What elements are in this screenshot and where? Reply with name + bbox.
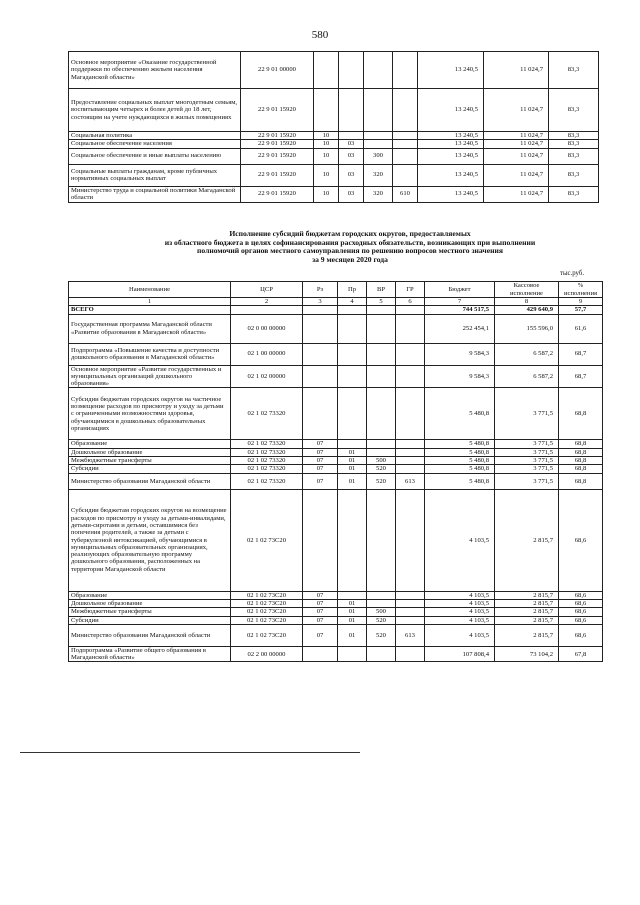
table-row <box>69 489 603 591</box>
row-csr-cell: 22 9 01 15920 <box>241 89 314 132</box>
row-pr-cell <box>338 489 367 591</box>
row-rz-cell: 07 <box>303 599 338 607</box>
row-pct-cell: 68,6 <box>559 624 603 646</box>
row-pct-cell: 68,6 <box>559 489 603 591</box>
row-vr-cell <box>364 132 393 140</box>
row-budget-cell: 744 517,5 <box>425 306 495 314</box>
row-exec-cell: 3 771,5 <box>495 465 559 473</box>
row-csr-cell: 02 1 02 73С20 <box>231 489 303 591</box>
row-pr-cell: 01 <box>338 465 367 473</box>
row-budget-cell: 4 103,5 <box>425 608 495 616</box>
row-name-cell: Основное мероприятие «Развитие государственных и муниципальных организаций дошкольного образования» <box>69 365 231 388</box>
row-pr-cell: 03 <box>339 148 364 164</box>
header-pr: Пр <box>338 282 367 298</box>
table-row <box>69 646 603 662</box>
row-vr-cell <box>367 365 396 388</box>
row-gr-cell: 610 <box>393 186 418 202</box>
header-pct: % исполнения <box>559 282 603 298</box>
row-pct-cell: 61,6 <box>559 314 603 343</box>
row-rz-cell: 10 <box>314 164 339 186</box>
row-vr-cell <box>367 646 396 662</box>
row-gr-cell <box>393 89 418 132</box>
row-gr-cell <box>396 388 425 440</box>
table-row <box>69 164 599 186</box>
row-exec-cell: 11 024,7 <box>484 148 549 164</box>
row-exec-cell: 3 771,5 <box>495 448 559 456</box>
header-number: 9 <box>559 298 603 306</box>
row-budget-cell: 13 240,5 <box>418 52 484 89</box>
table-row <box>69 89 599 132</box>
row-name-cell: Предоставление социальных выплат многодетным семьям, воспитывающим четырех и более детей до 18 лет, состоящим на учете нуждающихся в жилых помещениях <box>69 89 241 132</box>
row-csr-cell: 02 1 02 73320 <box>231 448 303 456</box>
row-exec-cell: 6 587,2 <box>495 343 559 365</box>
row-vr-cell <box>367 314 396 343</box>
row-csr-cell <box>231 306 303 314</box>
row-rz-cell: 07 <box>303 616 338 624</box>
top-budget-table <box>68 51 599 203</box>
section-title-line: из областного бюджета в целях софинансирования расходных обязательств, возникающих при выполнении <box>164 237 536 247</box>
header-exec: Кассовое исполнение <box>495 282 559 298</box>
row-pct-cell: 68,8 <box>559 457 603 465</box>
row-pr-cell: 03 <box>339 140 364 148</box>
row-rz-cell <box>303 306 338 314</box>
header-number: 1 <box>69 298 231 306</box>
row-name-cell: Образование <box>69 440 231 448</box>
row-budget-cell: 252 454,1 <box>425 314 495 343</box>
row-pct-cell: 83,3 <box>549 132 599 140</box>
row-csr-cell: 02 1 02 73320 <box>231 465 303 473</box>
row-gr-cell <box>396 616 425 624</box>
row-vr-cell <box>367 591 396 599</box>
row-vr-cell <box>364 140 393 148</box>
table-row <box>69 140 599 148</box>
section-title-line: Исполнение субсидий бюджетам городских округов, предоставляемых <box>229 229 471 238</box>
row-rz-cell <box>314 89 339 132</box>
row-exec-cell: 6 587,2 <box>495 365 559 388</box>
row-rz-cell: 07 <box>303 473 338 489</box>
row-csr-cell: 22 9 01 15920 <box>241 132 314 140</box>
row-gr-cell <box>396 608 425 616</box>
row-budget-cell: 13 240,5 <box>418 140 484 148</box>
row-rz-cell <box>303 388 338 440</box>
section-title <box>90 230 610 264</box>
row-budget-cell: 13 240,5 <box>418 148 484 164</box>
header-number: 8 <box>495 298 559 306</box>
row-vr-cell <box>367 388 396 440</box>
row-vr-cell <box>367 343 396 365</box>
row-name-cell: Министерство образования Магаданской области <box>69 473 231 489</box>
row-budget-cell: 4 103,5 <box>425 624 495 646</box>
row-exec-cell: 2 815,7 <box>495 616 559 624</box>
row-rz-cell <box>303 343 338 365</box>
table-row <box>69 616 603 624</box>
row-name-cell: Социальная политика <box>69 132 241 140</box>
row-budget-cell: 5 480,8 <box>425 448 495 456</box>
row-pr-cell <box>338 365 367 388</box>
row-pr-cell <box>338 646 367 662</box>
row-vr-cell: 500 <box>367 457 396 465</box>
table-row <box>69 343 603 365</box>
table-row <box>69 465 603 473</box>
header-number: 4 <box>338 298 367 306</box>
header-number: 7 <box>425 298 495 306</box>
row-rz-cell <box>303 314 338 343</box>
row-budget-cell: 5 480,8 <box>425 457 495 465</box>
row-pr-cell <box>338 314 367 343</box>
header-number: 6 <box>396 298 425 306</box>
row-pct-cell: 68,8 <box>559 465 603 473</box>
header-csr: ЦСР <box>231 282 303 298</box>
subsidy-table <box>68 281 603 662</box>
row-name-cell: Социальные выплаты гражданам, кроме публичных нормативных социальных выплат <box>69 164 241 186</box>
table-row <box>69 608 603 616</box>
row-vr-cell: 520 <box>367 465 396 473</box>
row-pr-cell <box>339 89 364 132</box>
row-vr-cell: 300 <box>364 148 393 164</box>
row-exec-cell: 11 024,7 <box>484 140 549 148</box>
row-gr-cell <box>396 343 425 365</box>
row-name-cell: Социальное обеспечение и иные выплаты населению <box>69 148 241 164</box>
row-name-cell: Межбюджетные трансферты <box>69 457 231 465</box>
header-vr: ВР <box>367 282 396 298</box>
row-exec-cell: 2 815,7 <box>495 599 559 607</box>
row-pr-cell <box>338 343 367 365</box>
row-budget-cell: 13 240,5 <box>418 164 484 186</box>
row-gr-cell <box>393 148 418 164</box>
header-rz: Рз <box>303 282 338 298</box>
row-budget-cell: 4 103,5 <box>425 599 495 607</box>
table-row <box>69 599 603 607</box>
row-exec-cell: 11 024,7 <box>484 52 549 89</box>
row-gr-cell <box>396 591 425 599</box>
row-gr-cell <box>396 365 425 388</box>
row-name-cell: Подпрограмма «Развитие общего образования в Магаданской области» <box>69 646 231 662</box>
row-gr-cell <box>396 489 425 591</box>
row-csr-cell: 02 1 02 73С20 <box>231 616 303 624</box>
row-exec-cell: 11 024,7 <box>484 89 549 132</box>
row-csr-cell: 02 1 02 73320 <box>231 473 303 489</box>
row-exec-cell: 73 104,2 <box>495 646 559 662</box>
row-budget-cell: 107 808,4 <box>425 646 495 662</box>
row-pct-cell: 68,8 <box>559 448 603 456</box>
row-pct-cell: 83,3 <box>549 52 599 89</box>
row-budget-cell: 4 103,5 <box>425 591 495 599</box>
row-csr-cell: 22 9 01 15920 <box>241 140 314 148</box>
table-row <box>69 448 603 456</box>
row-csr-cell: 22 9 01 15920 <box>241 164 314 186</box>
row-pct-cell: 83,3 <box>549 148 599 164</box>
row-pr-cell <box>339 52 364 89</box>
row-pct-cell: 68,7 <box>559 365 603 388</box>
table-row <box>69 473 603 489</box>
row-pr-cell: 03 <box>339 186 364 202</box>
row-pct-cell: 68,6 <box>559 608 603 616</box>
row-pct-cell: 68,7 <box>559 343 603 365</box>
row-csr-cell: 02 1 02 73С20 <box>231 608 303 616</box>
row-pct-cell: 83,3 <box>549 89 599 132</box>
row-budget-cell: 9 584,3 <box>425 343 495 365</box>
row-vr-cell: 320 <box>364 164 393 186</box>
row-pr-cell: 01 <box>338 457 367 465</box>
row-vr-cell: 520 <box>367 624 396 646</box>
row-csr-cell: 22 9 01 15920 <box>241 148 314 164</box>
table-row <box>69 306 603 314</box>
row-name-cell: Основное мероприятие «Оказание государственной поддержки по обеспечению жильем населения Магаданской области» <box>69 52 241 89</box>
row-name-cell: Субсидии бюджетам городских округов на возмещение расходов по присмотру и уходу за детьми-инвалидами, детьми-сиротами и детьми, оставшимися без попечения родителей, а также за детьми с туберкулезной интоксикацией, обучающимися в муниципальных образовательных организациях, реализующих образовательную программу дошкольного образования, расположенных на территории Магаданской области <box>69 489 231 591</box>
row-name-cell: Дошкольное образование <box>69 448 231 456</box>
row-budget-cell: 4 103,5 <box>425 489 495 591</box>
row-gr-cell: 613 <box>396 473 425 489</box>
row-csr-cell: 22 9 01 00000 <box>241 52 314 89</box>
row-gr-cell <box>396 440 425 448</box>
row-exec-cell: 3 771,5 <box>495 457 559 465</box>
header-name: Наименование <box>69 282 231 298</box>
table-row <box>69 186 599 202</box>
row-budget-cell: 13 240,5 <box>418 186 484 202</box>
table-row <box>69 314 603 343</box>
page-number: 580 <box>311 29 329 41</box>
header-row <box>69 282 603 298</box>
row-rz-cell: 07 <box>303 440 338 448</box>
row-pct-cell: 68,6 <box>559 591 603 599</box>
row-gr-cell <box>396 457 425 465</box>
row-gr-cell <box>396 465 425 473</box>
row-budget-cell: 5 480,8 <box>425 388 495 440</box>
row-gr-cell <box>393 52 418 89</box>
table-row <box>69 388 603 440</box>
row-gr-cell <box>396 448 425 456</box>
row-pr-cell <box>338 440 367 448</box>
row-pct-cell: 68,8 <box>559 473 603 489</box>
row-name-cell: Субсидии <box>69 465 231 473</box>
row-pct-cell: 83,3 <box>549 164 599 186</box>
row-pct-cell: 67,8 <box>559 646 603 662</box>
row-exec-cell: 3 771,5 <box>495 473 559 489</box>
row-budget-cell: 5 480,8 <box>425 473 495 489</box>
row-name-cell: Субсидии бюджетам городских округов на частичное возмещение расходов по присмотру и уходу за детьми с ограниченными возможностями здоровья, обучающимися в дошкольных образовательных организациях <box>69 388 231 440</box>
row-pr-cell <box>338 306 367 314</box>
row-csr-cell: 02 1 02 73С20 <box>231 624 303 646</box>
row-name-cell: Министерство труда и социальной политики Магаданской области <box>69 186 241 202</box>
row-pr-cell: 01 <box>338 448 367 456</box>
table-row <box>69 52 599 89</box>
row-csr-cell: 02 1 02 73С20 <box>231 591 303 599</box>
section-title-line: полномочий органов местного самоуправления по решению вопросов местного значения <box>197 246 503 256</box>
row-rz-cell: 07 <box>303 465 338 473</box>
table-row <box>69 440 603 448</box>
row-vr-cell <box>364 52 393 89</box>
row-gr-cell <box>393 164 418 186</box>
row-name-cell: Государственная программа Магаданской области «Развитие образования в Магаданской области» <box>69 314 231 343</box>
row-csr-cell: 02 1 02 73320 <box>231 440 303 448</box>
row-rz-cell: 10 <box>314 132 339 140</box>
row-budget-cell: 13 240,5 <box>418 89 484 132</box>
row-exec-cell: 11 024,7 <box>484 164 549 186</box>
row-gr-cell <box>396 314 425 343</box>
row-vr-cell <box>367 448 396 456</box>
unit-label: тыс.руб. <box>560 270 585 277</box>
row-pr-cell: 01 <box>338 624 367 646</box>
row-rz-cell: 07 <box>303 624 338 646</box>
row-pct-cell: 68,6 <box>559 616 603 624</box>
row-csr-cell: 02 0 00 00000 <box>231 314 303 343</box>
row-csr-cell: 02 2 00 00000 <box>231 646 303 662</box>
row-gr-cell <box>393 132 418 140</box>
header-budget: Бюджет <box>425 282 495 298</box>
table-row <box>69 148 599 164</box>
row-gr-cell <box>393 140 418 148</box>
row-vr-cell <box>367 306 396 314</box>
row-name-cell: Субсидии <box>69 616 231 624</box>
row-rz-cell <box>303 646 338 662</box>
row-name-cell: Социальное обеспечение населения <box>69 140 241 148</box>
row-csr-cell: 02 1 02 73320 <box>231 457 303 465</box>
row-rz-cell: 07 <box>303 591 338 599</box>
row-rz-cell: 10 <box>314 186 339 202</box>
row-budget-cell: 5 480,8 <box>425 440 495 448</box>
header-number: 3 <box>303 298 338 306</box>
row-csr-cell: 22 9 01 15920 <box>241 186 314 202</box>
row-exec-cell: 2 815,7 <box>495 489 559 591</box>
row-vr-cell <box>367 599 396 607</box>
row-rz-cell <box>314 52 339 89</box>
row-pct-cell: 68,8 <box>559 440 603 448</box>
row-budget-cell: 5 480,8 <box>425 465 495 473</box>
header-number-row <box>69 298 603 306</box>
row-csr-cell: 02 1 02 00000 <box>231 365 303 388</box>
table-row <box>69 132 599 140</box>
row-exec-cell: 3 771,5 <box>495 440 559 448</box>
row-budget-cell: 13 240,5 <box>418 132 484 140</box>
row-pr-cell: 01 <box>338 599 367 607</box>
row-exec-cell: 2 815,7 <box>495 591 559 599</box>
row-gr-cell: 613 <box>396 624 425 646</box>
row-name-cell: Дошкольное образование <box>69 599 231 607</box>
table-row <box>69 624 603 646</box>
row-rz-cell <box>303 489 338 591</box>
row-csr-cell: 02 1 02 73С20 <box>231 599 303 607</box>
row-rz-cell: 07 <box>303 608 338 616</box>
row-pct-cell: 83,3 <box>549 140 599 148</box>
row-pr-cell <box>339 132 364 140</box>
row-name-cell: Образование <box>69 591 231 599</box>
footer-divider <box>20 752 360 753</box>
row-csr-cell: 02 1 00 00000 <box>231 343 303 365</box>
row-vr-cell <box>367 440 396 448</box>
row-pct-cell: 68,8 <box>559 388 603 440</box>
row-pr-cell <box>338 591 367 599</box>
header-number: 2 <box>231 298 303 306</box>
row-vr-cell <box>364 89 393 132</box>
row-pr-cell <box>338 388 367 440</box>
row-name-cell: Подпрограмма «Повышение качества и доступности дошкольного образования в Магаданской области» <box>69 343 231 365</box>
row-vr-cell: 520 <box>367 616 396 624</box>
row-pr-cell: 01 <box>338 473 367 489</box>
row-pr-cell: 01 <box>338 608 367 616</box>
row-gr-cell <box>396 599 425 607</box>
row-vr-cell: 520 <box>367 473 396 489</box>
row-rz-cell <box>303 365 338 388</box>
row-pct-cell: 57,7 <box>559 306 603 314</box>
table-row <box>69 591 603 599</box>
section-title-line: за 9 месяцев 2020 года <box>312 254 388 264</box>
row-vr-cell: 320 <box>364 186 393 202</box>
row-vr-cell <box>367 489 396 591</box>
row-rz-cell: 10 <box>314 140 339 148</box>
row-rz-cell: 07 <box>303 457 338 465</box>
row-budget-cell: 9 584,3 <box>425 365 495 388</box>
row-exec-cell: 11 024,7 <box>484 186 549 202</box>
table-row <box>69 365 603 388</box>
row-exec-cell: 11 024,7 <box>484 132 549 140</box>
row-exec-cell: 429 640,9 <box>495 306 559 314</box>
row-budget-cell: 4 103,5 <box>425 616 495 624</box>
row-rz-cell: 10 <box>314 148 339 164</box>
row-pct-cell: 83,3 <box>549 186 599 202</box>
row-csr-cell: 02 1 02 73320 <box>231 388 303 440</box>
row-gr-cell <box>396 306 425 314</box>
row-exec-cell: 155 596,0 <box>495 314 559 343</box>
row-rz-cell: 07 <box>303 448 338 456</box>
row-name-cell: Межбюджетные трансферты <box>69 608 231 616</box>
row-pr-cell: 03 <box>339 164 364 186</box>
row-exec-cell: 3 771,5 <box>495 388 559 440</box>
row-vr-cell: 500 <box>367 608 396 616</box>
row-pr-cell: 01 <box>338 616 367 624</box>
row-exec-cell: 2 815,7 <box>495 624 559 646</box>
row-name-cell: ВСЕГО <box>69 306 231 314</box>
header-number: 5 <box>367 298 396 306</box>
row-gr-cell <box>396 646 425 662</box>
table-row <box>69 457 603 465</box>
row-name-cell: Министерство образования Магаданской области <box>69 624 231 646</box>
row-pct-cell: 68,6 <box>559 599 603 607</box>
header-gr: ГР <box>396 282 425 298</box>
row-exec-cell: 2 815,7 <box>495 608 559 616</box>
